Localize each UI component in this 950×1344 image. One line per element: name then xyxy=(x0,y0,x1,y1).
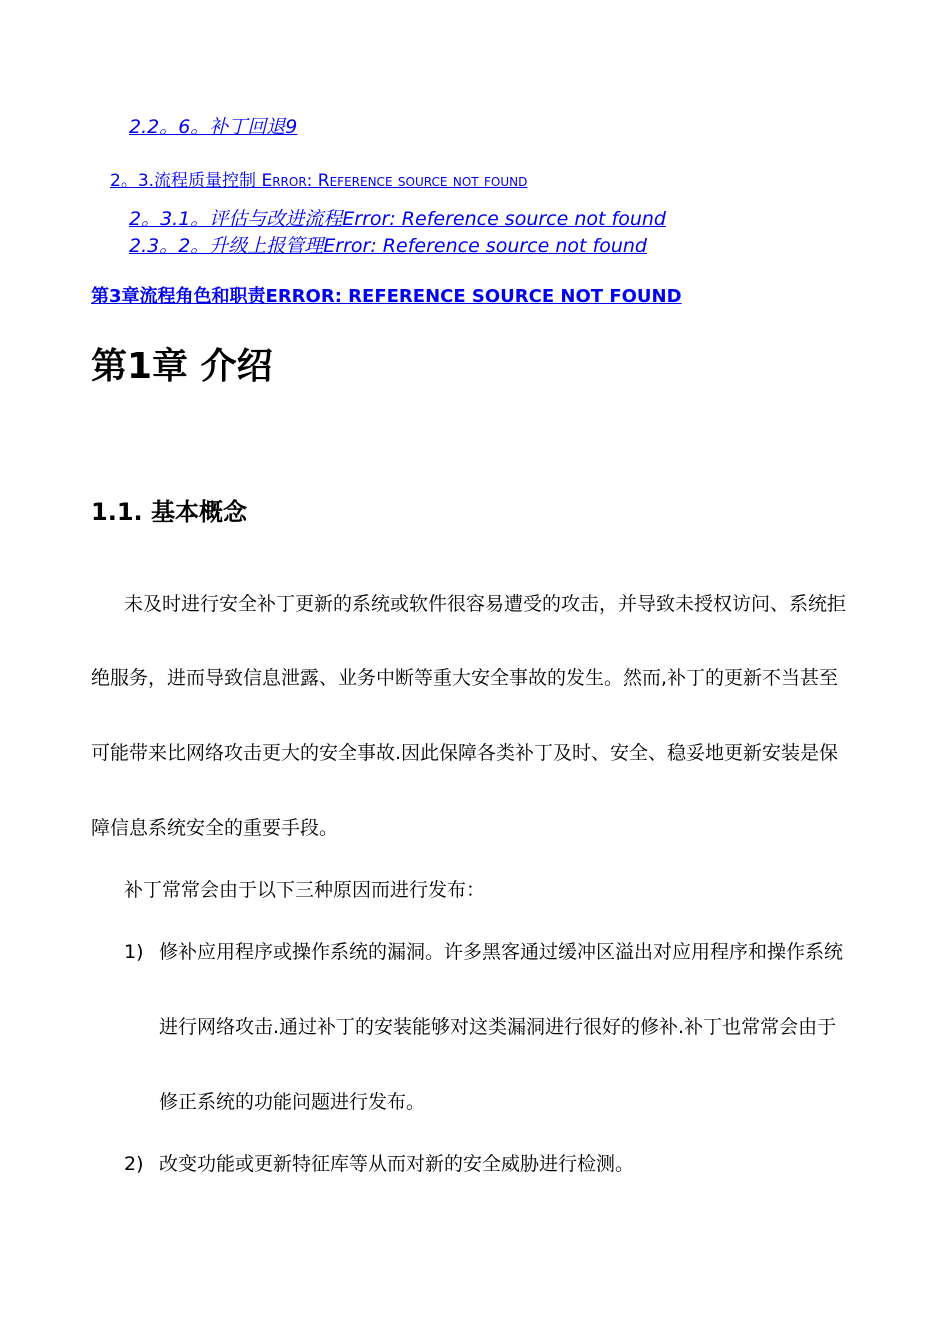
list-item-2-number: 2) xyxy=(124,1153,144,1175)
chapter-title: 第1章 介绍 xyxy=(91,346,273,387)
list-item-1-line-2: 进行网络攻击.通过补丁的安装能够对这类漏洞进行很好的修补.补丁也常常会由于 xyxy=(159,1016,837,1038)
list-item-1-line-3: 修正系统的功能问题进行发布。 xyxy=(159,1091,426,1113)
paragraph-1-line-1: 未及时进行安全补丁更新的系统或软件很容易遭受的攻击，并导致未授权访问、系统拒 xyxy=(124,593,847,615)
toc-entry-2-3-2[interactable]: 2.3。2。升级上报管理Error: Reference source not found xyxy=(129,235,647,257)
paragraph-1-line-2: 绝服务，进而导致信息泄露、业务中断等重大安全事故的发生。然而,补丁的更新不当甚至 xyxy=(91,667,839,689)
paragraph-2: 补丁常常会由于以下三种原因而进行发布： xyxy=(124,879,486,901)
toc-entry-chapter-3[interactable]: 第3章流程角色和职责ERROR: REFERENCE SOURCE NOT FOUND xyxy=(91,286,682,307)
toc-entry-2-3-error: Error: Reference source not found xyxy=(261,171,528,191)
section-title: 1.1. 基本概念 xyxy=(91,498,247,526)
toc-entry-2-2-6[interactable]: 2.2。6。补丁回退9 xyxy=(129,116,298,138)
paragraph-1-line-4: 障信息系统安全的重要手段。 xyxy=(91,817,339,839)
list-item-2-line-1: 改变功能或更新特征库等从而对新的安全威胁进行检测。 xyxy=(159,1153,635,1175)
list-item-1-number: 1) xyxy=(124,941,144,963)
toc-entry-2-3[interactable] xyxy=(110,166,527,191)
toc-entry-2-3-label: 2。3.流程质量控制 xyxy=(110,171,257,191)
list-item-1-line-1: 修补应用程序或操作系统的漏洞。许多黑客通过缓冲区溢出对应用程序和操作系统 xyxy=(159,941,844,963)
paragraph-1-line-3: 可能带来比网络攻击更大的安全事故.因此保障各类补丁及时、安全、稳妥地更新安装是保 xyxy=(91,742,839,764)
toc-entry-2-3-1[interactable]: 2。3.1。评估与改进流程Error: Reference source not found xyxy=(129,208,666,230)
